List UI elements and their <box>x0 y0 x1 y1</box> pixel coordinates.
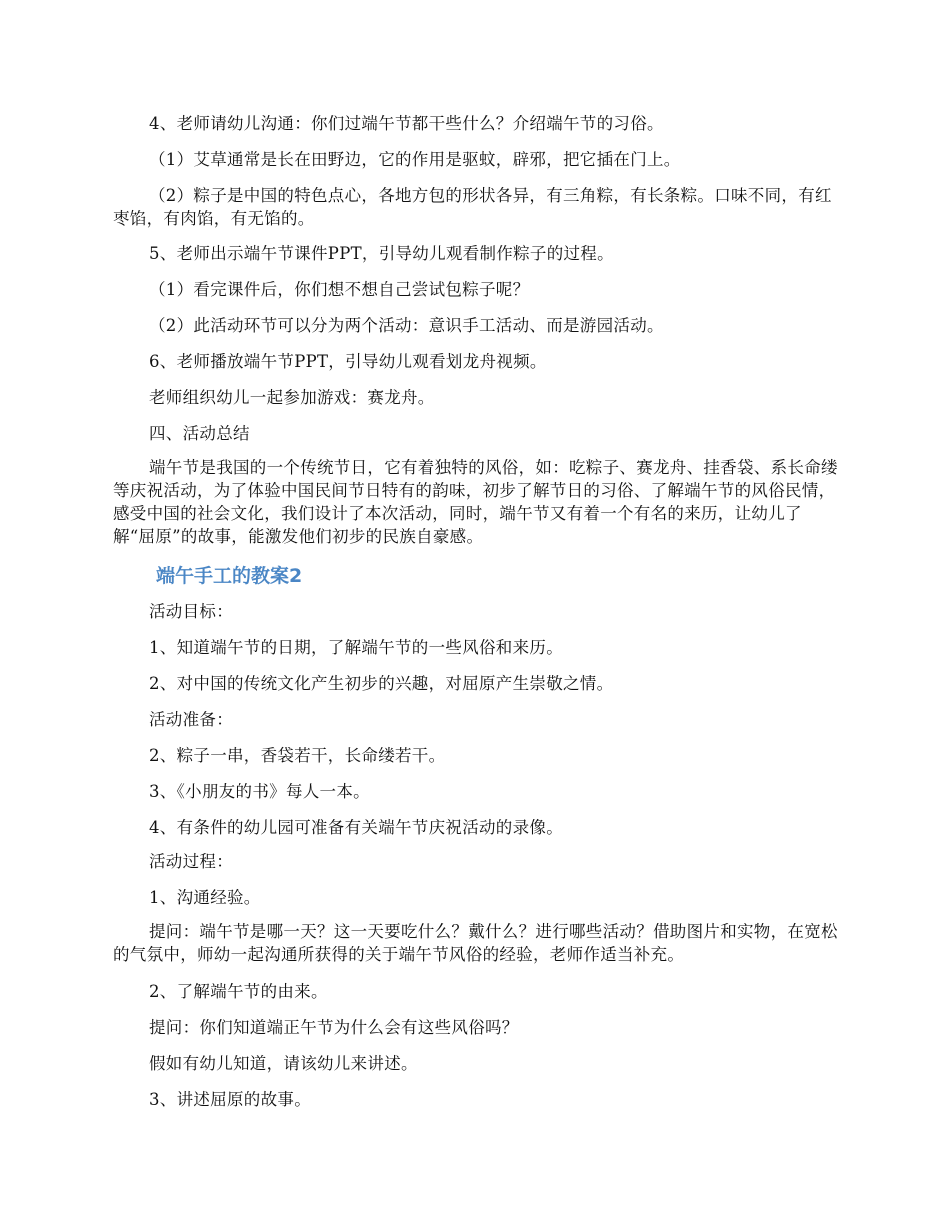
paragraph: 活动目标： <box>149 602 233 621</box>
section-heading-summary: 四、活动总结 <box>149 424 250 443</box>
paragraph: 端午节是我国的一个传统节日，它有着独特的风俗，如：吃粽子、赛龙舟、挂香袋、系长命缕等庆祝活动，为了体验中国民间节日特有的韵味，初步了解节日的习俗、了解端午节的风俗民情，感受中国的社会文化，我们设计了本次活动，同时，端午节又有着一个有名的来历，让幼儿了解“屈原”的故事，能激发他们初步的民族自豪感。 <box>113 458 838 546</box>
paragraph: 3、《小朋友的书》每人一本。 <box>149 782 370 801</box>
paragraph: 6、老师播放端午节PPT，引导幼儿观看划龙舟视频。 <box>149 352 547 371</box>
paragraph: （2）此活动环节可以分为两个活动：意识手工活动、而是游园活动。 <box>149 316 664 335</box>
paragraph: （2）粽子是中国的特色点心，各地方包的形状各异，有三角粽，有长条粽。口味不同，有红枣馅，有肉馅，有无馅的。 <box>113 186 832 228</box>
section-title: 端午手工的教案2 <box>156 565 303 587</box>
paragraph: 2、了解端午节的由来。 <box>149 982 328 1001</box>
paragraph: 5、老师出示端午节课件PPT，引导幼儿观看制作粽子的过程。 <box>149 244 614 263</box>
paragraph: 3、讲述屈原的故事。 <box>149 1090 311 1109</box>
paragraph: 老师组织幼儿一起参加游戏：赛龙舟。 <box>149 388 435 407</box>
paragraph: 假如有幼儿知道，请该幼儿来讲述。 <box>149 1054 418 1073</box>
paragraph: （1）看完课件后，你们想不想自己尝试包粽子呢？ <box>149 280 530 299</box>
paragraph: 4、老师请幼儿沟通：你们过端午节都干些什么？介绍端午节的习俗。 <box>149 114 664 133</box>
paragraph: 2、对中国的传统文化产生初步的兴趣，对屈原产生崇敬之情。 <box>149 674 614 693</box>
paragraph: 1、知道端午节的日期，了解端午节的一些风俗和来历。 <box>149 638 563 657</box>
paragraph: 2、粽子一串，香袋若干，长命缕若干。 <box>149 746 446 765</box>
paragraph: 1、沟通经验。 <box>149 888 261 907</box>
paragraph: 活动过程： <box>149 852 233 871</box>
paragraph: 活动准备： <box>149 710 233 729</box>
paragraph: （1）艾草通常是长在田野边，它的作用是驱蚊，辟邪，把它插在门上。 <box>149 150 681 169</box>
paragraph: 提问：端午节是哪一天？这一天要吃什么？戴什么？进行哪些活动？借助图片和实物，在宽松的气氛中，师幼一起沟通所获得的关于端午节风俗的经验，老师作适当补充。 <box>113 922 838 964</box>
paragraph: 4、有条件的幼儿园可准备有关端午节庆祝活动的录像。 <box>149 818 563 837</box>
paragraph: 提问：你们知道端正午节为什么会有这些风俗吗？ <box>149 1018 519 1037</box>
